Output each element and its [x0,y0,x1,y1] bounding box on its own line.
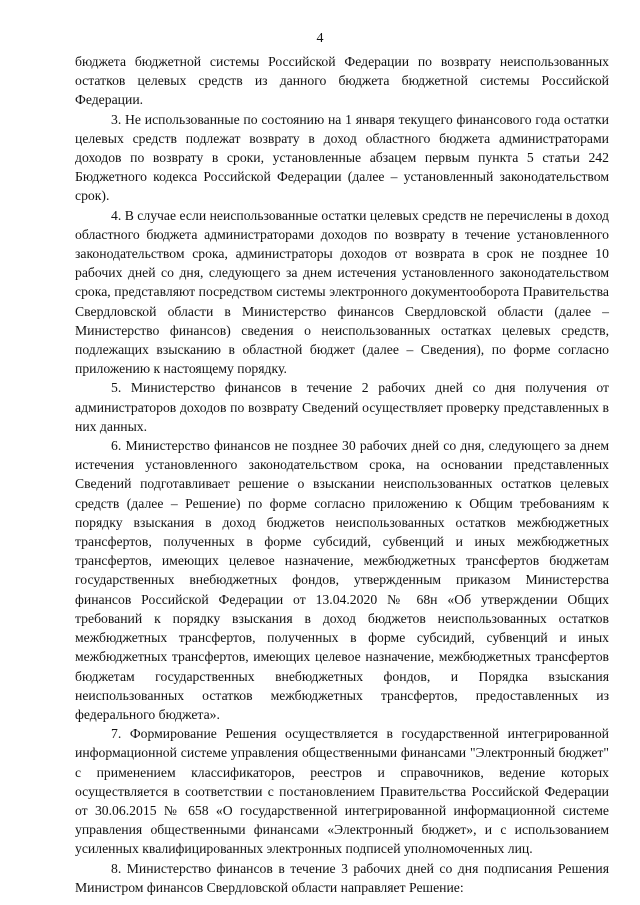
paragraph-item-4: 4. В случае если неиспользованные остатки целевых средств не перечислены в доход областного бюджета администраторами доходов по возврату в течение установленного законодательством срока, администраторы доходов от возврата в срок не позднее 10 рабочих дней со дня, следующего за днем истечения установленного законодательством срока, представляют посредством системы электронного документооборота Правительства Свердловской области в Министерство финансов Свердловской области (далее – Министерство финансов) сведения о неиспользованных остатках целевых средств, подлежащих взысканию в областной бюджет (далее – Сведения), по форме согласно приложению к настоящему порядку. [75,207,609,377]
paragraph-item-7: 7. Формирование Решения осуществляется в государственной интегрированной информационной системе управления общественными финансами "Электронный бюджет" с применением классификаторов, реестров и справочников, ведение которых осуществляется в соответствии с постановлением Правительства Российской Федерации от 30.06.2015 № 658 «О государственной интегрированной информационной системе управления общественными финансами «Электронный бюджет», и с использованием усиленных квалифицированных электронных подписей уполномоченных лиц. [75,726,609,857]
page-number: 4 [316,31,324,46]
paragraph-item-8: 8. Министерство финансов в течение 3 рабочих дней со дня подписания Решения Министром финансов Свердловской области направляет Решение: [75,860,609,895]
paragraph-item-3: 3. Не использованные по состоянию на 1 января текущего финансового года остатки целевых средств подлежат возврату в доход областного бюджета администраторами доходов по возврату в сроки, установленные абзацем первым пункта 5 статьи 242 Бюджетного кодекса Российской Федерации (далее – установленный законодательством срок). [75,111,609,204]
paragraph-item-5: 5. Министерство финансов в течение 2 рабочих дней со дня получения от администраторов доходов по возврату Сведений осуществляет проверку представленных в них данных. [75,380,609,434]
paragraph-item-6: 6. Министерство финансов не позднее 30 рабочих дней со дня, следующего за днем истечения установленного законодательством срока, на основании представленных Сведений подготавливает решение о взыскании неиспользованных остатков целевых средств (далее – Решение) по форме согласно приложению к Общим требованиям к порядку взыскания в доход бюджетов неиспользованных остатков межбюджетных трансфертов, полученных в форме субсидий, субвенций и иных межбюджетных трансфертов, имеющих целевое назначение, межбюджетных трансфертов бюджетам государственных внебюджетных фондов, утвержденным приказом Министерства финансов Российской Федерации от 13.04.2020 № 68н «Об утверждении Общих требований к порядку взыскания в доход бюджетов неиспользованных остатков межбюджетных трансфертов, полученных в форме субсидий, субвенций и иных межбюджетных трансфертов, имеющих целевое назначение, межбюджетных трансфертов бюджетам государственных внебюджетных фондов, и Порядка взыскания неиспользованных остатков межбюджетных трансфертов, предоставленных из федерального бюджета». [75,438,609,722]
document-body [75,52,609,897]
paragraph-continuation: бюджета бюджетной системы Российской Федерации по возврату неиспользованных остатков целевых средств из данного бюджета бюджетной системы Российской Федерации. [75,54,609,108]
